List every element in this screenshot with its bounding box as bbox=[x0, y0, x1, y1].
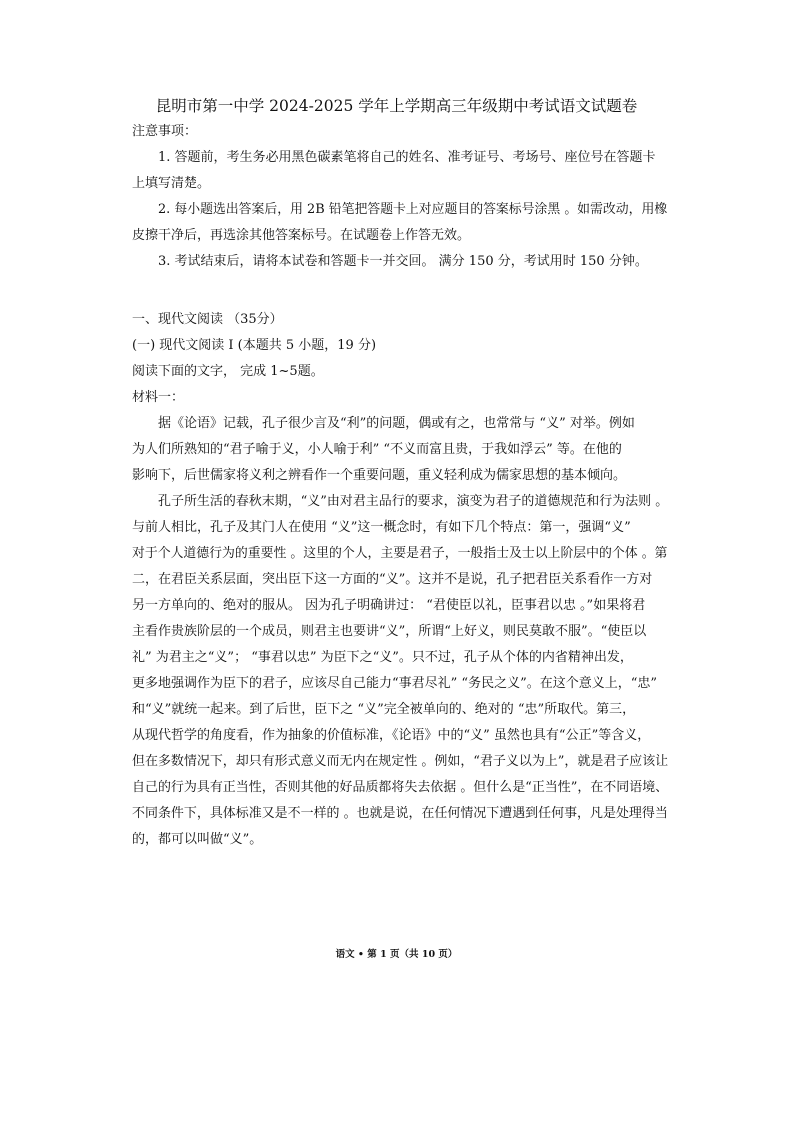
section-block bbox=[132, 307, 668, 853]
section-heading: 一、现代文阅读 （35分） bbox=[132, 312, 283, 327]
reading-instruction: 阅读下面的文字， 完成 1~5题。 bbox=[132, 364, 324, 379]
para-1-line-2: 为人们所熟知的“君子喻于义，小人喻于利” “不义而富且贵，于我如浮云” 等。在他的 bbox=[132, 442, 622, 457]
page-footer: 语文 • 第 1 页（共 10 页） bbox=[335, 949, 458, 960]
para-2-line-10: 从现代哲学的角度看，作为抽象的价值标准，《论语》中的“义” 虽然也具有“公正”等含义， bbox=[132, 728, 651, 743]
para-2-line-12: 自己的行为具有正当性，否则其他的好品质都将失去依据 。但什么是“正当性”，在不同语境、 bbox=[132, 780, 669, 795]
notice-heading: 注意事项： bbox=[132, 124, 198, 139]
para-2-line-14: 的，都可以叫做“义”。 bbox=[132, 832, 263, 847]
para-2-line-1: 孔子所生活的春秋末期，“义”由对君主品行的要求，演变为君子的道德规范和行为法则 。 bbox=[158, 494, 669, 509]
para-2-line-8: 更多地强调作为臣下的君子，应该尽自己能力“事君尽礼” “务民之义”。在这个意义上，“忠” bbox=[132, 676, 658, 691]
section-subheading: (一) 现代文阅读 Ⅰ (本题共 5 小题，19 分) bbox=[132, 338, 377, 353]
exam-title: 昆明市第一中学 2024-2025 学年上学期高三年级期中考试语文试题卷 bbox=[155, 97, 638, 115]
notice-item-3-line-1: 3. 考试结束后，请将本试卷和答题卡一并交回。 满分 150 分，考试用时 150 分钟。 bbox=[158, 254, 648, 269]
notice-item-2-line-2: 皮擦干净后，再选涂其他答案标号。在试题卷上作答无效。 bbox=[132, 228, 471, 243]
para-1-line-3: 影响下，后世儒家将义利之辨看作一个重要问题，重义轻利成为儒家思想的基本倾向。 bbox=[132, 468, 627, 483]
para-2-line-2: 与前人相比，孔子及其门人在使用 “义”这一概念时，有如下几个特点：第一，强调“义” bbox=[132, 520, 631, 535]
para-2-line-5: 另一方单向的、绝对的服从。 因为孔子明确讲过： “君使臣以礼，臣事君以忠 。”如果将君 bbox=[132, 598, 646, 613]
para-2-line-4: 二，在君臣关系层面，突出臣下这一方面的“义”。这并不是说，孔子把君臣关系看作一方对 bbox=[132, 572, 653, 587]
para-2-line-13: 不同条件下，具体标准又是不一样的 。也就是说，在任何情况下遭遇到任何事，凡是处理得当 bbox=[132, 806, 668, 821]
para-2-line-3: 对于个人道德行为的重要性 。这里的个人，主要是君子，一般指士及士以上阶层中的个体 。第 bbox=[132, 546, 668, 561]
para-1-line-1: 据《论语》记载，孔子很少言及“利”的问题，偶或有之，也常常与 “义” 对举。例如 bbox=[158, 416, 635, 431]
notice-item-2-line-1: 2. 每小题选出答案后，用 2B 铅笔把答题卡上对应题目的答案标号涂黑 。如需改动，用橡 bbox=[158, 202, 668, 217]
para-2-line-11: 但在多数情况下，却只有形式意义而无内在规定性 。例如，“君子义以为上”，就是君子应该让 bbox=[132, 754, 669, 769]
notice-block bbox=[132, 119, 668, 275]
para-2-line-9: 和“义”就统一起来。到了后世，臣下之 “义”完全被单向的、绝对的 “忠”所取代。第三， bbox=[132, 702, 636, 717]
para-2-line-7: 礼” 为君主之“义”； “事君以忠” 为臣下之“义”。只不过，孔子从个体的内省精神出发， bbox=[132, 650, 633, 665]
notice-item-1-line-1: 1. 答题前，考生务必用黑色碳素笔将自己的姓名、准考证号、考场号、座位号在答题卡 bbox=[158, 150, 656, 165]
material-label: 材料一： bbox=[132, 390, 185, 405]
para-2-line-6: 主看作贵族阶层的一个成员，则君主也要讲“义”，所谓“上好义，则民莫敢不服”。“使臣以 bbox=[132, 624, 647, 639]
notice-item-1-line-2: 上填写清楚。 bbox=[132, 176, 211, 191]
